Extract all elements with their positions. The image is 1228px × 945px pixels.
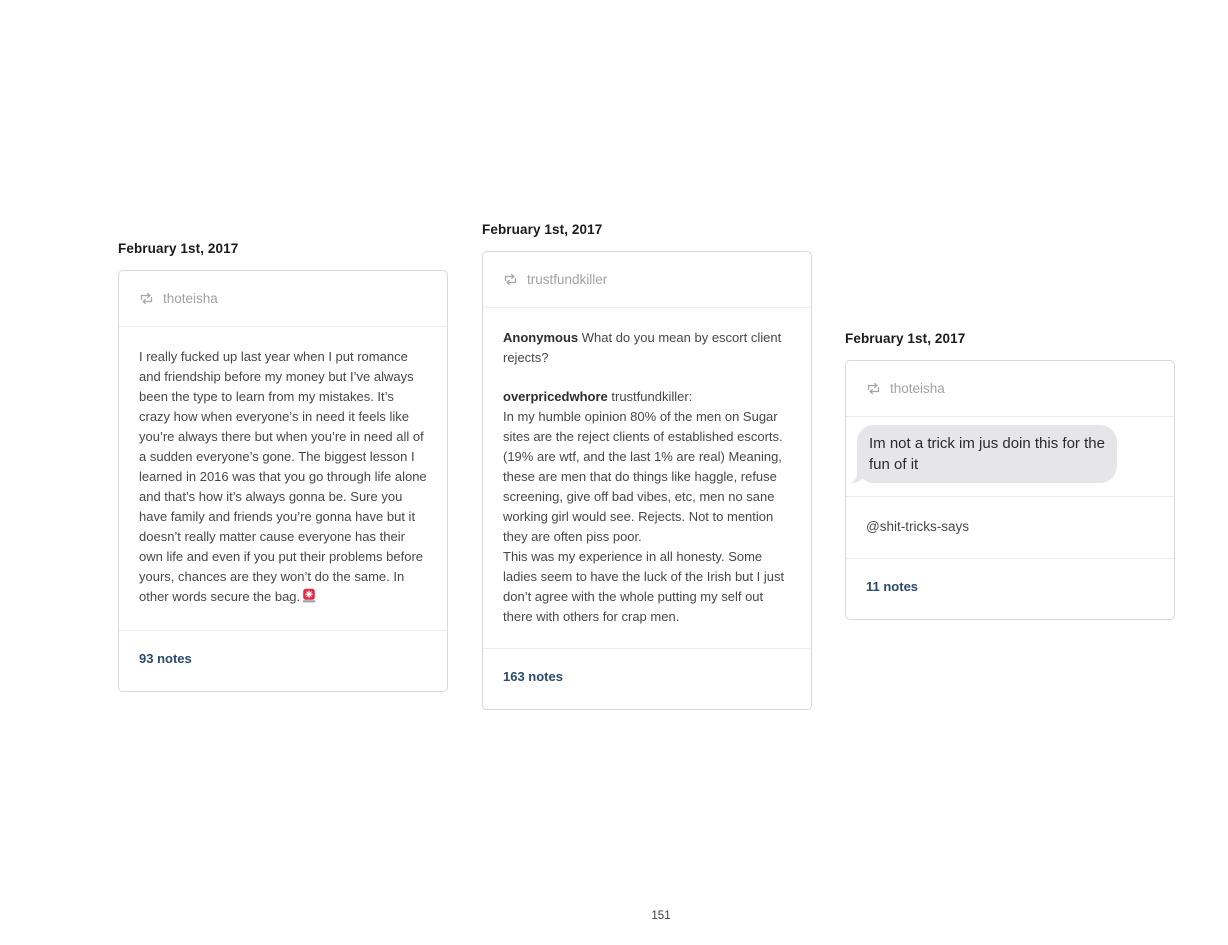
post-caption [846,497,1174,558]
post-footer [846,558,1174,619]
notes-link[interactable]: 11 notes [866,579,919,594]
reblog-icon [866,382,881,395]
reblog-icon [139,292,154,305]
post-card [845,360,1175,620]
chat-bubble: Im not a trick im jus doin this for the fun of it [857,425,1117,483]
post-footer [119,630,447,691]
mention-link[interactable]: @shit-tricks-says [866,519,969,534]
post-date: February 1st, 2017 [845,331,966,346]
ask-text: What do you mean by escort client rejects? [503,330,782,365]
reblogged-from-user[interactable]: thoteisha [890,381,945,396]
post-header [119,271,447,327]
post-column-2 [482,223,812,710]
post-date: February 1st, 2017 [482,222,603,237]
answer-author: overpricedwhore [503,389,608,404]
post-card [118,270,448,692]
post-column-1 [118,242,448,692]
post-body [483,308,811,648]
notes-link[interactable]: 163 notes [503,669,563,684]
chat-screenshot [846,417,1174,497]
answer-source: trustfundkiller: [611,389,693,404]
ask-block [503,328,791,368]
post-text: I really fucked up last year when I put romance and friendship before my money but I’ve always been the type to learn from my mistakes. It’s crazy how when everyone’s in need it feels like you’re always there but when you’re in need all of a sudden everyone’s gone. The biggest lesson I learned in 2016 was that you go through life alone and that’s how it’s always gonna be. Sure you have family and friends you’re gonna have but it doesn’t really matter cause everyone has their own life and even if you put their problems before yours, chances are they won’t do the same. In other words secure the bag. [139,349,427,604]
answer-block [503,387,791,627]
post-body [119,327,447,630]
post-footer [483,648,811,709]
answer-text: This was my experience in all honesty. Some ladies seem to have the luck of the Irish but I just don’t agree with the whole putting my self out there with others for crap men. [503,549,785,624]
post-header [483,252,811,308]
police-car-light-emoji [302,588,316,609]
reblog-icon [503,273,518,286]
ask-author: Anonymous [503,330,579,345]
answer-text: In my humble opinion 80% of the men on Sugar sites are the reject clients of established escorts. (19% are wtf, and the last 1% are real) Meaning, these are men that do things like haggle, refuse screening, give off bad vibes, etc, men no sane working girl would see. Rejects. Not to mention they are often piss poor. [503,409,783,544]
post-column-3 [845,332,1175,620]
reblogged-from-user[interactable]: thoteisha [163,291,218,306]
reblogged-from-user[interactable]: trustfundkiller [527,272,608,287]
post-card [482,251,812,710]
notes-link[interactable]: 93 notes [139,651,192,666]
page-number: 151 [651,910,671,922]
post-header [846,361,1174,417]
post-date: February 1st, 2017 [118,241,239,256]
